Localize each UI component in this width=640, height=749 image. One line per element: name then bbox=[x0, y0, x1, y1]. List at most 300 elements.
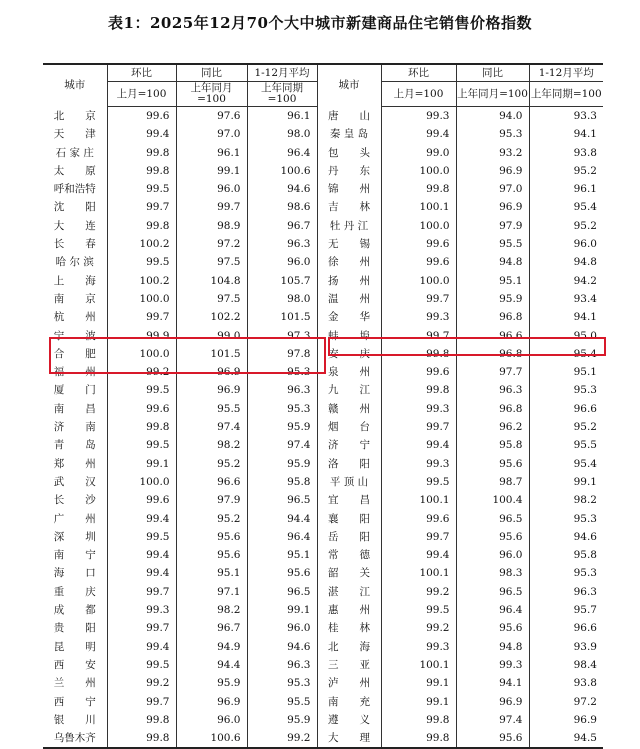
right-mom-cell: 99.6 bbox=[381, 253, 456, 271]
right-ytd-cell: 95.8 bbox=[529, 546, 603, 564]
left-city-cell: 合 肥 bbox=[53, 347, 96, 360]
left-mom-cell: 99.6 bbox=[107, 400, 176, 418]
right-yoy-cell: 95.5 bbox=[456, 235, 529, 253]
left-mom-cell: 99.5 bbox=[107, 253, 176, 271]
left-yoy-cell: 98.2 bbox=[176, 436, 247, 454]
right-yoy-cell: 96.9 bbox=[456, 162, 529, 180]
left-mom-cell: 99.8 bbox=[107, 711, 176, 729]
table-row bbox=[43, 436, 603, 454]
right-yoy-cell: 96.4 bbox=[456, 601, 529, 619]
right-mom-cell: 99.4 bbox=[381, 436, 456, 454]
right-ytd-cell: 96.0 bbox=[529, 235, 603, 253]
left-ytd-cell: 96.3 bbox=[247, 656, 317, 674]
left-mom-cell: 99.7 bbox=[107, 619, 176, 637]
header-mom-right: 环比 bbox=[381, 64, 456, 82]
table-row bbox=[43, 125, 603, 143]
left-ytd-cell: 94.6 bbox=[247, 638, 317, 656]
left-yoy-cell: 97.0 bbox=[176, 125, 247, 143]
left-yoy-cell: 96.7 bbox=[176, 619, 247, 637]
right-ytd-cell: 95.3 bbox=[529, 510, 603, 528]
left-mom-cell: 99.8 bbox=[107, 729, 176, 748]
left-mom-cell: 99.7 bbox=[107, 693, 176, 711]
left-mom-cell: 99.5 bbox=[107, 180, 176, 198]
left-ytd-cell: 96.7 bbox=[247, 217, 317, 235]
left-ytd-cell: 98.6 bbox=[247, 198, 317, 216]
left-mom-cell: 100.0 bbox=[107, 473, 176, 491]
header-mom-base-left: 上月=100 bbox=[107, 82, 176, 107]
table-row bbox=[43, 619, 603, 637]
right-mom-cell: 99.7 bbox=[381, 327, 456, 345]
left-ytd-cell: 95.3 bbox=[247, 674, 317, 692]
right-city-cell: 常 德 bbox=[317, 546, 381, 564]
left-ytd-cell: 95.5 bbox=[247, 693, 317, 711]
right-ytd-cell: 95.3 bbox=[529, 381, 603, 399]
right-ytd-cell: 93.9 bbox=[529, 638, 603, 656]
left-yoy-cell: 95.2 bbox=[176, 455, 247, 473]
left-city-cell: 乌鲁木齐 bbox=[53, 732, 96, 745]
right-ytd-cell: 96.1 bbox=[529, 180, 603, 198]
left-mom-cell: 99.9 bbox=[107, 327, 176, 345]
right-ytd-cell: 95.2 bbox=[529, 418, 603, 436]
right-city-cell: 赣 州 bbox=[317, 400, 381, 418]
left-yoy-cell: 94.9 bbox=[176, 638, 247, 656]
right-mom-cell: 100.1 bbox=[381, 656, 456, 674]
right-yoy-cell: 94.8 bbox=[456, 253, 529, 271]
table-row bbox=[43, 601, 603, 619]
right-ytd-cell: 95.2 bbox=[529, 217, 603, 235]
left-yoy-cell: 100.6 bbox=[176, 729, 247, 748]
table-row bbox=[43, 674, 603, 692]
right-city-cell: 泸 州 bbox=[317, 674, 381, 692]
right-city-cell: 徐 州 bbox=[317, 253, 381, 271]
left-ytd-cell: 95.6 bbox=[247, 564, 317, 582]
left-yoy-cell: 98.2 bbox=[176, 601, 247, 619]
left-city-cell: 呼和浩特 bbox=[53, 183, 96, 196]
left-ytd-cell: 94.4 bbox=[247, 510, 317, 528]
highlight-box-quanzhou bbox=[328, 337, 606, 356]
right-mom-cell: 99.3 bbox=[381, 400, 456, 418]
right-ytd-cell: 93.3 bbox=[529, 107, 603, 126]
right-mom-cell: 99.2 bbox=[381, 619, 456, 637]
table-body bbox=[43, 107, 603, 749]
left-ytd-cell: 95.3 bbox=[247, 363, 317, 381]
right-city-cell: 岳 阳 bbox=[317, 528, 381, 546]
right-yoy-cell: 95.8 bbox=[456, 436, 529, 454]
right-yoy-cell: 96.8 bbox=[456, 400, 529, 418]
right-ytd-cell: 95.4 bbox=[529, 455, 603, 473]
right-ytd-cell: 96.9 bbox=[529, 711, 603, 729]
right-mom-cell: 100.1 bbox=[381, 491, 456, 509]
left-mom-cell: 99.6 bbox=[107, 107, 176, 126]
right-mom-cell: 99.8 bbox=[381, 711, 456, 729]
left-ytd-cell: 94.6 bbox=[247, 180, 317, 198]
header-ytd-left: 1-12月平均 bbox=[247, 64, 317, 82]
left-yoy-cell: 96.9 bbox=[176, 693, 247, 711]
table-row bbox=[43, 107, 603, 126]
right-yoy-cell: 96.9 bbox=[456, 198, 529, 216]
table-row bbox=[43, 418, 603, 436]
left-yoy-cell: 101.5 bbox=[176, 345, 247, 363]
right-city-cell: 九 江 bbox=[317, 381, 381, 399]
table-row bbox=[43, 400, 603, 418]
left-ytd-cell: 99.1 bbox=[247, 601, 317, 619]
right-mom-cell: 99.7 bbox=[381, 290, 456, 308]
left-city-cell: 长 沙 bbox=[53, 494, 96, 507]
table-row bbox=[43, 711, 603, 729]
left-yoy-cell: 97.4 bbox=[176, 418, 247, 436]
left-city-cell: 昆 明 bbox=[53, 640, 96, 653]
left-city-cell: 青 岛 bbox=[53, 439, 96, 452]
left-city-cell: 西 宁 bbox=[53, 695, 96, 708]
left-yoy-cell: 97.5 bbox=[176, 290, 247, 308]
left-mom-cell: 99.7 bbox=[107, 198, 176, 216]
right-ytd-cell: 95.4 bbox=[529, 345, 603, 363]
right-mom-cell: 99.3 bbox=[381, 107, 456, 126]
right-yoy-cell: 98.3 bbox=[456, 564, 529, 582]
right-city-cell: 三 亚 bbox=[317, 656, 381, 674]
left-mom-cell: 99.3 bbox=[107, 601, 176, 619]
table-row bbox=[43, 656, 603, 674]
right-yoy-cell: 94.1 bbox=[456, 674, 529, 692]
right-city-cell: 惠 州 bbox=[317, 601, 381, 619]
left-ytd-cell: 96.5 bbox=[247, 583, 317, 601]
right-city-cell: 南 充 bbox=[317, 693, 381, 711]
right-city-cell: 温 州 bbox=[317, 290, 381, 308]
left-mom-cell: 100.0 bbox=[107, 345, 176, 363]
price-index-table bbox=[43, 63, 603, 749]
left-city-cell: 济 南 bbox=[53, 421, 96, 434]
right-city-cell: 济 宁 bbox=[317, 436, 381, 454]
left-yoy-cell: 97.5 bbox=[176, 253, 247, 271]
right-city-cell: 锦 州 bbox=[317, 180, 381, 198]
left-city-cell: 哈 尔 滨 bbox=[55, 256, 94, 269]
left-mom-cell: 99.4 bbox=[107, 510, 176, 528]
right-yoy-cell: 97.7 bbox=[456, 363, 529, 381]
right-city-cell: 扬 州 bbox=[317, 272, 381, 290]
right-city-cell: 湛 江 bbox=[317, 583, 381, 601]
right-ytd-cell: 94.1 bbox=[529, 308, 603, 326]
right-city-cell: 韶 关 bbox=[317, 564, 381, 582]
right-city-cell: 北 海 bbox=[317, 638, 381, 656]
left-mom-cell: 99.4 bbox=[107, 546, 176, 564]
left-mom-cell: 99.5 bbox=[107, 656, 176, 674]
header-city-left: 城市 bbox=[64, 79, 86, 92]
left-ytd-cell: 96.3 bbox=[247, 235, 317, 253]
left-ytd-cell: 105.7 bbox=[247, 272, 317, 290]
right-mom-cell: 100.0 bbox=[381, 162, 456, 180]
right-mom-cell: 99.7 bbox=[381, 418, 456, 436]
right-mom-cell: 99.3 bbox=[381, 308, 456, 326]
header-mom-left: 环比 bbox=[107, 64, 176, 82]
right-mom-cell: 99.5 bbox=[381, 473, 456, 491]
right-yoy-cell: 100.4 bbox=[456, 491, 529, 509]
table-row bbox=[43, 564, 603, 582]
right-yoy-cell: 96.0 bbox=[456, 546, 529, 564]
right-mom-cell: 100.0 bbox=[381, 272, 456, 290]
right-ytd-cell: 95.3 bbox=[529, 564, 603, 582]
left-ytd-cell: 96.0 bbox=[247, 253, 317, 271]
right-yoy-cell: 95.9 bbox=[456, 290, 529, 308]
left-mom-cell: 99.7 bbox=[107, 308, 176, 326]
right-yoy-cell: 95.1 bbox=[456, 272, 529, 290]
right-city-cell: 唐 山 bbox=[317, 107, 381, 126]
right-yoy-cell: 96.9 bbox=[456, 693, 529, 711]
right-city-cell: 洛 阳 bbox=[317, 455, 381, 473]
left-ytd-cell: 98.0 bbox=[247, 125, 317, 143]
right-mom-cell: 99.8 bbox=[381, 180, 456, 198]
header-ytd-base-right: 上年同期=100 bbox=[529, 82, 603, 107]
right-yoy-cell: 97.0 bbox=[456, 180, 529, 198]
right-ytd-cell: 94.2 bbox=[529, 272, 603, 290]
left-ytd-cell: 95.9 bbox=[247, 455, 317, 473]
left-mom-cell: 99.5 bbox=[107, 381, 176, 399]
left-yoy-cell: 104.8 bbox=[176, 272, 247, 290]
right-yoy-cell: 96.6 bbox=[456, 327, 529, 345]
right-yoy-cell: 96.5 bbox=[456, 583, 529, 601]
left-mom-cell: 99.6 bbox=[107, 491, 176, 509]
left-mom-cell: 99.5 bbox=[107, 528, 176, 546]
left-yoy-cell: 96.0 bbox=[176, 180, 247, 198]
header-mom-base-right: 上月=100 bbox=[381, 82, 456, 107]
right-mom-cell: 99.1 bbox=[381, 693, 456, 711]
left-city-cell: 大 连 bbox=[53, 219, 96, 232]
left-city-cell: 南 京 bbox=[53, 292, 96, 305]
table-row bbox=[43, 217, 603, 235]
table-row bbox=[43, 381, 603, 399]
right-yoy-cell: 97.4 bbox=[456, 711, 529, 729]
right-ytd-cell: 99.1 bbox=[529, 473, 603, 491]
left-yoy-cell: 102.2 bbox=[176, 308, 247, 326]
right-ytd-cell: 96.6 bbox=[529, 619, 603, 637]
right-yoy-cell: 95.6 bbox=[456, 729, 529, 748]
table-row bbox=[43, 198, 603, 216]
table-row bbox=[43, 546, 603, 564]
header-city-right: 城市 bbox=[317, 64, 381, 107]
left-city-cell: 沈 阳 bbox=[53, 201, 96, 214]
left-yoy-cell: 96.9 bbox=[176, 363, 247, 381]
left-ytd-cell: 95.9 bbox=[247, 418, 317, 436]
right-mom-cell: 100.1 bbox=[381, 564, 456, 582]
header-yoy-base-left: 上年同月=100 bbox=[176, 82, 247, 107]
left-yoy-cell: 96.0 bbox=[176, 711, 247, 729]
right-yoy-cell: 94.0 bbox=[456, 107, 529, 126]
header-ytd-right: 1-12月平均 bbox=[529, 64, 603, 82]
left-ytd-cell: 96.3 bbox=[247, 381, 317, 399]
left-mom-cell: 99.4 bbox=[107, 564, 176, 582]
table-row bbox=[43, 693, 603, 711]
left-city-cell: 杭 州 bbox=[53, 311, 96, 324]
right-mom-cell: 99.7 bbox=[381, 528, 456, 546]
right-city-cell: 安 庆 bbox=[317, 345, 381, 363]
right-city-cell: 牡 丹 江 bbox=[317, 217, 381, 235]
left-yoy-cell: 95.6 bbox=[176, 546, 247, 564]
right-mom-cell: 99.6 bbox=[381, 510, 456, 528]
left-city-cell: 郑 州 bbox=[53, 457, 96, 470]
left-city-cell: 厦 门 bbox=[53, 384, 96, 397]
right-yoy-cell: 97.9 bbox=[456, 217, 529, 235]
right-yoy-cell: 98.7 bbox=[456, 473, 529, 491]
header-ytd-base-left: 上年同期=100 bbox=[247, 82, 317, 107]
right-mom-cell: 99.8 bbox=[381, 729, 456, 748]
left-city-cell: 长 春 bbox=[53, 238, 96, 251]
right-city-cell: 蚌 埠 bbox=[317, 327, 381, 345]
left-mom-cell: 99.7 bbox=[107, 583, 176, 601]
left-yoy-cell: 96.6 bbox=[176, 473, 247, 491]
left-city-cell: 太 原 bbox=[53, 164, 96, 177]
left-yoy-cell: 94.4 bbox=[176, 656, 247, 674]
right-mom-cell: 100.1 bbox=[381, 198, 456, 216]
right-mom-cell: 99.0 bbox=[381, 144, 456, 162]
right-ytd-cell: 95.1 bbox=[529, 363, 603, 381]
header-yoy-left: 同比 bbox=[176, 64, 247, 82]
right-yoy-cell: 96.3 bbox=[456, 381, 529, 399]
left-yoy-cell: 98.9 bbox=[176, 217, 247, 235]
right-city-cell: 丹 东 bbox=[317, 162, 381, 180]
left-city-cell: 北 京 bbox=[53, 109, 96, 122]
right-ytd-cell: 98.2 bbox=[529, 491, 603, 509]
left-yoy-cell: 95.2 bbox=[176, 510, 247, 528]
left-ytd-cell: 96.5 bbox=[247, 491, 317, 509]
left-yoy-cell: 96.1 bbox=[176, 144, 247, 162]
left-city-cell: 武 汉 bbox=[53, 475, 96, 488]
left-ytd-cell: 95.3 bbox=[247, 400, 317, 418]
left-yoy-cell: 99.0 bbox=[176, 327, 247, 345]
right-mom-cell: 99.3 bbox=[381, 455, 456, 473]
right-mom-cell: 99.1 bbox=[381, 674, 456, 692]
right-ytd-cell: 94.6 bbox=[529, 528, 603, 546]
left-city-cell: 宁 波 bbox=[53, 329, 96, 342]
right-mom-cell: 99.4 bbox=[381, 125, 456, 143]
left-city-cell: 兰 州 bbox=[53, 677, 96, 690]
right-city-cell: 遵 义 bbox=[317, 711, 381, 729]
right-yoy-cell: 99.3 bbox=[456, 656, 529, 674]
left-yoy-cell: 99.1 bbox=[176, 162, 247, 180]
right-ytd-cell: 95.7 bbox=[529, 601, 603, 619]
right-city-cell: 无 锡 bbox=[317, 235, 381, 253]
left-ytd-cell: 96.4 bbox=[247, 528, 317, 546]
right-city-cell: 吉 林 bbox=[317, 198, 381, 216]
left-city-cell: 深 圳 bbox=[53, 530, 96, 543]
left-city-cell: 南 宁 bbox=[53, 549, 96, 562]
right-yoy-cell: 94.8 bbox=[456, 638, 529, 656]
left-city-cell: 成 都 bbox=[53, 604, 96, 617]
table-row bbox=[43, 308, 603, 326]
right-mom-cell: 100.0 bbox=[381, 217, 456, 235]
right-city-cell: 平 顶 山 bbox=[317, 473, 381, 491]
left-city-cell: 西 安 bbox=[53, 658, 96, 671]
right-yoy-cell: 95.6 bbox=[456, 619, 529, 637]
header-yoy-right: 同比 bbox=[456, 64, 529, 82]
right-ytd-cell: 95.2 bbox=[529, 162, 603, 180]
left-city-cell: 重 庆 bbox=[53, 585, 96, 598]
right-yoy-cell: 95.6 bbox=[456, 455, 529, 473]
right-city-cell: 包 头 bbox=[317, 144, 381, 162]
right-ytd-cell: 93.8 bbox=[529, 674, 603, 692]
left-ytd-cell: 97.4 bbox=[247, 436, 317, 454]
right-yoy-cell: 96.8 bbox=[456, 345, 529, 363]
table-title: 表1：2025年12月70个大中城市新建商品住宅销售价格指数 bbox=[108, 14, 532, 32]
header-row-1 bbox=[43, 64, 603, 82]
left-ytd-cell: 95.1 bbox=[247, 546, 317, 564]
left-ytd-cell: 97.3 bbox=[247, 327, 317, 345]
right-ytd-cell: 94.5 bbox=[529, 729, 603, 748]
table-row bbox=[43, 235, 603, 253]
left-yoy-cell: 97.1 bbox=[176, 583, 247, 601]
left-city-cell: 上 海 bbox=[53, 274, 96, 287]
left-ytd-cell: 101.5 bbox=[247, 308, 317, 326]
table-row bbox=[43, 455, 603, 473]
right-city-cell: 襄 阳 bbox=[317, 510, 381, 528]
right-mom-cell: 99.6 bbox=[381, 235, 456, 253]
left-mom-cell: 100.2 bbox=[107, 235, 176, 253]
right-city-cell: 烟 台 bbox=[317, 418, 381, 436]
right-city-cell: 桂 林 bbox=[317, 619, 381, 637]
highlight-box-fuzhou-xiamen bbox=[49, 337, 326, 374]
left-mom-cell: 100.2 bbox=[107, 272, 176, 290]
table-row bbox=[43, 528, 603, 546]
table-row bbox=[43, 253, 603, 271]
left-city-cell: 南 昌 bbox=[53, 402, 96, 415]
right-mom-cell: 99.3 bbox=[381, 638, 456, 656]
right-ytd-cell: 98.4 bbox=[529, 656, 603, 674]
right-mom-cell: 99.6 bbox=[381, 363, 456, 381]
table-row bbox=[43, 180, 603, 198]
left-yoy-cell: 97.2 bbox=[176, 235, 247, 253]
table-row bbox=[43, 162, 603, 180]
left-city-cell: 石 家 庄 bbox=[55, 146, 94, 159]
left-mom-cell: 99.2 bbox=[107, 674, 176, 692]
header-yoy-base-right: 上年同月=100 bbox=[456, 82, 529, 107]
right-yoy-cell: 95.3 bbox=[456, 125, 529, 143]
table-row bbox=[43, 729, 603, 748]
right-mom-cell: 99.4 bbox=[381, 546, 456, 564]
left-mom-cell: 99.8 bbox=[107, 162, 176, 180]
table-row bbox=[43, 272, 603, 290]
left-yoy-cell: 96.9 bbox=[176, 381, 247, 399]
table-row bbox=[43, 473, 603, 491]
left-yoy-cell: 99.7 bbox=[176, 198, 247, 216]
right-city-cell: 大 理 bbox=[317, 729, 381, 748]
left-ytd-cell: 99.2 bbox=[247, 729, 317, 748]
left-city-cell: 海 口 bbox=[53, 567, 96, 580]
left-mom-cell: 99.8 bbox=[107, 144, 176, 162]
right-yoy-cell: 93.2 bbox=[456, 144, 529, 162]
left-ytd-cell: 96.4 bbox=[247, 144, 317, 162]
right-ytd-cell: 96.3 bbox=[529, 583, 603, 601]
left-mom-cell: 99.4 bbox=[107, 125, 176, 143]
left-mom-cell: 99.8 bbox=[107, 217, 176, 235]
right-ytd-cell: 95.4 bbox=[529, 198, 603, 216]
left-mom-cell: 99.4 bbox=[107, 638, 176, 656]
table-row bbox=[43, 290, 603, 308]
right-yoy-cell: 96.8 bbox=[456, 308, 529, 326]
table-row bbox=[43, 144, 603, 162]
table-row bbox=[43, 491, 603, 509]
right-mom-cell: 99.5 bbox=[381, 601, 456, 619]
left-city-cell: 银 川 bbox=[53, 713, 96, 726]
left-yoy-cell: 95.9 bbox=[176, 674, 247, 692]
left-yoy-cell: 95.6 bbox=[176, 528, 247, 546]
left-mom-cell: 99.1 bbox=[107, 455, 176, 473]
left-ytd-cell: 95.8 bbox=[247, 473, 317, 491]
right-city-cell: 宜 昌 bbox=[317, 491, 381, 509]
table-row bbox=[43, 638, 603, 656]
left-mom-cell: 99.8 bbox=[107, 418, 176, 436]
left-city-cell: 贵 阳 bbox=[53, 622, 96, 635]
left-ytd-cell: 96.0 bbox=[247, 619, 317, 637]
left-yoy-cell: 97.6 bbox=[176, 107, 247, 126]
right-ytd-cell: 93.8 bbox=[529, 144, 603, 162]
